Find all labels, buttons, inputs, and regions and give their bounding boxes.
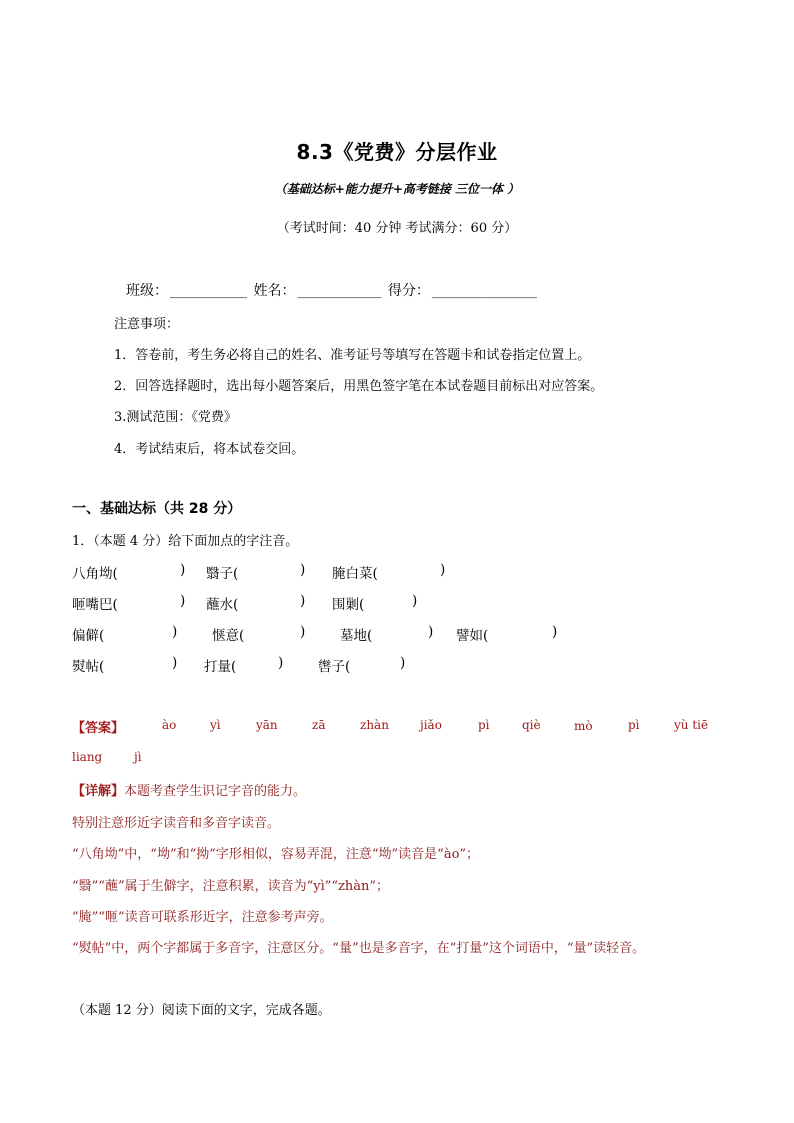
word-close: ) (300, 562, 306, 578)
word-close: ) (180, 562, 186, 578)
answer-pinyin: liang (72, 750, 103, 764)
note-item: 4．考试结束后，将本试卷交回。 (114, 442, 305, 457)
question-2-prompt: （本题 12 分）阅读下面的文字，完成各题。 (72, 1003, 331, 1018)
answer-pinyin: yù tiē (674, 718, 709, 732)
word-close: ) (172, 624, 178, 640)
word-close: ) (400, 655, 406, 671)
word-close: ) (278, 655, 284, 671)
student-info-fields (126, 280, 539, 300)
note-item: 2．回答选择题时，选出每小题答案后，用黑色签字笔在本试卷题目前标出对应答案。 (114, 379, 604, 394)
answer-pinyin: yì (210, 718, 221, 732)
score-label: 得分： (387, 283, 430, 299)
answer-pinyin: ào (162, 718, 177, 732)
word-item: 八角坳( (72, 566, 118, 582)
exam-info: （考试时间：40 分钟 考试满分：60 分） (276, 221, 518, 236)
word-item: 墓地( (340, 628, 373, 644)
class-label: 班级： (126, 283, 168, 299)
detail-label: 【详解】 (72, 784, 125, 799)
answer-pinyin: yān (256, 718, 278, 732)
word-close: ) (300, 593, 306, 609)
word-close: ) (428, 624, 434, 640)
word-item: 打量( (204, 659, 237, 675)
answer-pinyin: jiǎo (420, 718, 442, 732)
word-close: ) (172, 655, 178, 671)
answer-pinyin: mò (574, 719, 593, 733)
class-blank[interactable]: ___________ (170, 283, 247, 299)
answer-label: 【答案】 (72, 721, 125, 736)
word-item: 咂嘴巴( (72, 597, 118, 613)
detail-line: 特别注意形近字读音和多音字读音。 (72, 816, 281, 831)
word-item: 腌白菜( (332, 566, 378, 582)
word-item: 蘸水( (206, 597, 239, 613)
page-subtitle: （基础达标+能力提升+高考链接 三位一体 ） (274, 182, 520, 196)
detail-line: “八角坳”中，“坳”和“拗”字形相似，容易弄混，注意“坳”读音是“ào”； (72, 847, 480, 862)
name-label: 姓名： (253, 283, 296, 299)
word-item: 辔子( (318, 659, 351, 675)
section-title: 一、基础达标（共 28 分） (72, 501, 242, 517)
word-item: 偏僻( (72, 628, 105, 644)
detail-line: 【详解】本题考查学生识记字音的能力。 (72, 784, 307, 799)
word-item: 譬如( (456, 628, 489, 644)
word-close: ) (412, 593, 418, 609)
word-item: 围剿( (332, 597, 365, 613)
question-1-prompt: 1．（本题 4 分）给下面加点的字注音。 (72, 534, 299, 549)
answer-pinyin: pì (628, 718, 640, 732)
word-close: ) (180, 593, 186, 609)
answer-pinyin: zhàn (360, 718, 389, 732)
score-blank[interactable]: _______________ (431, 283, 537, 299)
name-blank[interactable]: ____________ (297, 283, 382, 299)
answer-pinyin: zā (312, 718, 326, 732)
note-item: 1．答卷前，考生务必将自己的姓名、准考证号等填写在答题卡和试卷指定位置上。 (114, 348, 591, 363)
page-title: 8.3《党费》分层作业 (296, 140, 498, 164)
answer-pinyin: qiè (522, 718, 541, 732)
detail-line: “熨帖”中，两个字都属于多音字，注意区分。“量”也是多音字，在“打量”这个词语中，“量”读轻音。 (72, 941, 646, 956)
word-item: 翳子( (206, 566, 239, 582)
word-close: ) (552, 624, 558, 640)
note-item: 3.测试范围：《党费》 (114, 410, 237, 425)
word-close: ) (300, 624, 306, 640)
detail-line: “腌”“咂”读音可联系形近字，注意参考声旁。 (72, 910, 333, 925)
notes-heading: 注意事项： (114, 317, 180, 332)
word-item: 惬意( (212, 628, 245, 644)
answer-pinyin: jì (134, 750, 142, 764)
answer-pinyin: pì (478, 718, 490, 732)
word-item: 熨帖( (72, 659, 105, 675)
word-close: ) (440, 562, 446, 578)
detail-line: “翳”“蘸”属于生僻字，注意积累，读音为“yì”“zhàn”； (72, 879, 390, 894)
